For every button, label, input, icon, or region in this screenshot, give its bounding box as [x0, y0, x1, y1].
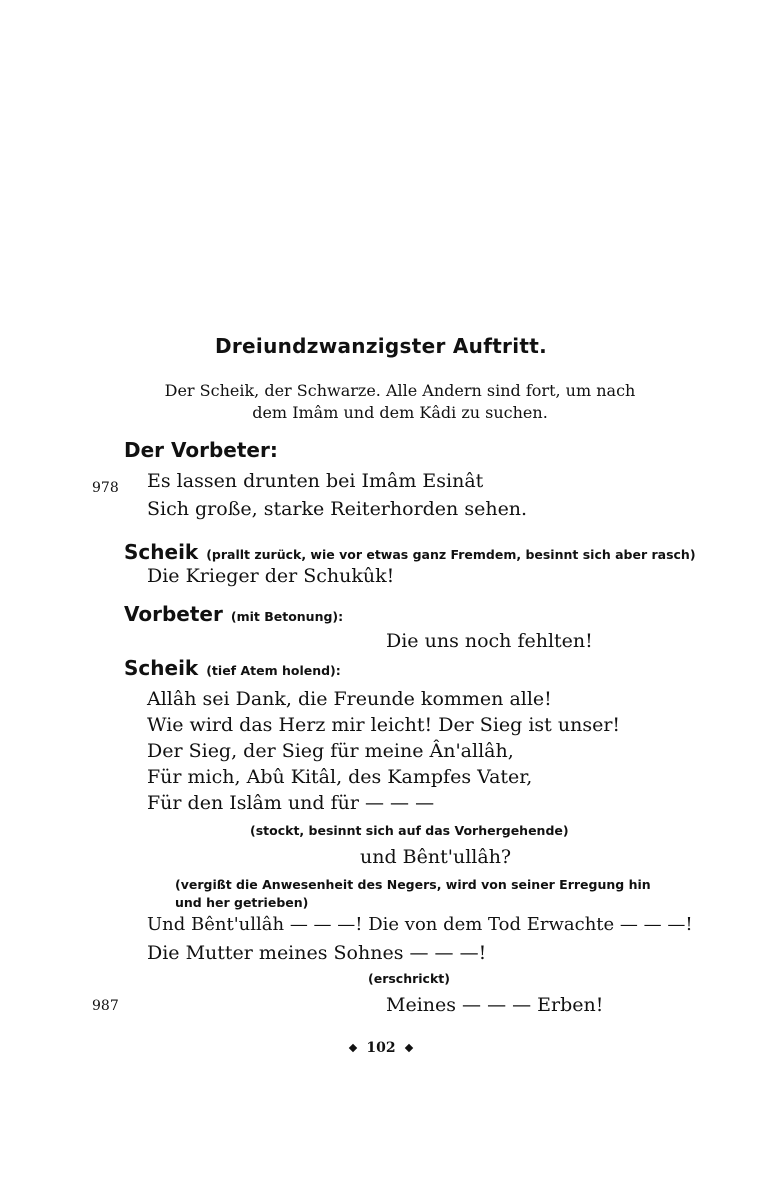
verse-line: Es lassen drunten bei Imâm Esinât — [147, 470, 484, 492]
page-number: 102 — [366, 1040, 396, 1056]
speaker-vorbeter — [124, 602, 343, 626]
speaker-vorbeter: Der Vorbeter: — [124, 438, 278, 462]
stage-direction-inline: (tief Atem holend): — [206, 663, 341, 678]
ornament-icon — [349, 1044, 357, 1052]
speaker-scheik — [124, 656, 341, 680]
speaker-name: Scheik — [124, 656, 199, 680]
verse-line: Für mich, Abû Kitâl, des Kampfes Vater, — [147, 766, 533, 788]
scene-title: Dreiundzwanzigster Auftritt. — [214, 334, 547, 358]
verse-line: Allâh sei Dank, die Freunde kommen alle! — [147, 688, 552, 710]
stage-direction-inline: (erschrickt) — [368, 971, 450, 986]
verse-line: Meines — — — Erben! — [386, 994, 604, 1016]
verse-line: Wie wird das Herz mir leicht! Der Sieg ist unser! — [147, 714, 621, 736]
ornament-icon — [404, 1044, 412, 1052]
speaker-name: Vorbeter — [124, 602, 223, 626]
verse-line: Die uns noch fehlten! — [386, 630, 593, 652]
speaker-name: Scheik — [124, 540, 199, 564]
stage-direction-inline: (vergißt die Anwesenheit des Negers, wird von seiner Erregung hin und her getrieben) — [175, 877, 651, 910]
verse-line: Und Bênt'ullâh — — —! Die von dem Tod Erwachte — — —! — [147, 914, 693, 935]
stage-direction: Der Scheik, der Schwarze. Alle Andern sind fort, um nach dem Imâm und dem Kâdi zu suchen. — [164, 381, 636, 422]
line-number-978: 978 — [92, 480, 119, 496]
verse-line: Für den Islâm und für — — — — [147, 792, 435, 814]
verse-line: Die Mutter meines Sohnes — — —! — [147, 942, 487, 964]
verse-line: und Bênt'ullâh? — [360, 846, 512, 868]
stage-direction-inline: (stockt, besinnt sich auf das Vorhergehende) — [250, 823, 569, 838]
stage-direction-inline: (prallt zurück, wie vor etwas ganz Fremdem, besinnt sich aber rasch) — [206, 547, 696, 562]
verse-line: Sich große, starke Reiterhorden sehen. — [147, 498, 528, 520]
line-number-987: 987 — [92, 998, 119, 1014]
speaker-scheik — [124, 540, 696, 564]
stage-direction-inline: (mit Betonung): — [230, 609, 344, 624]
verse-line: Die Krieger der Schukûk! — [147, 565, 395, 587]
verse-line: Der Sieg, der Sieg für meine Ân'allâh, — [147, 740, 514, 762]
page-footer — [0, 1040, 762, 1056]
